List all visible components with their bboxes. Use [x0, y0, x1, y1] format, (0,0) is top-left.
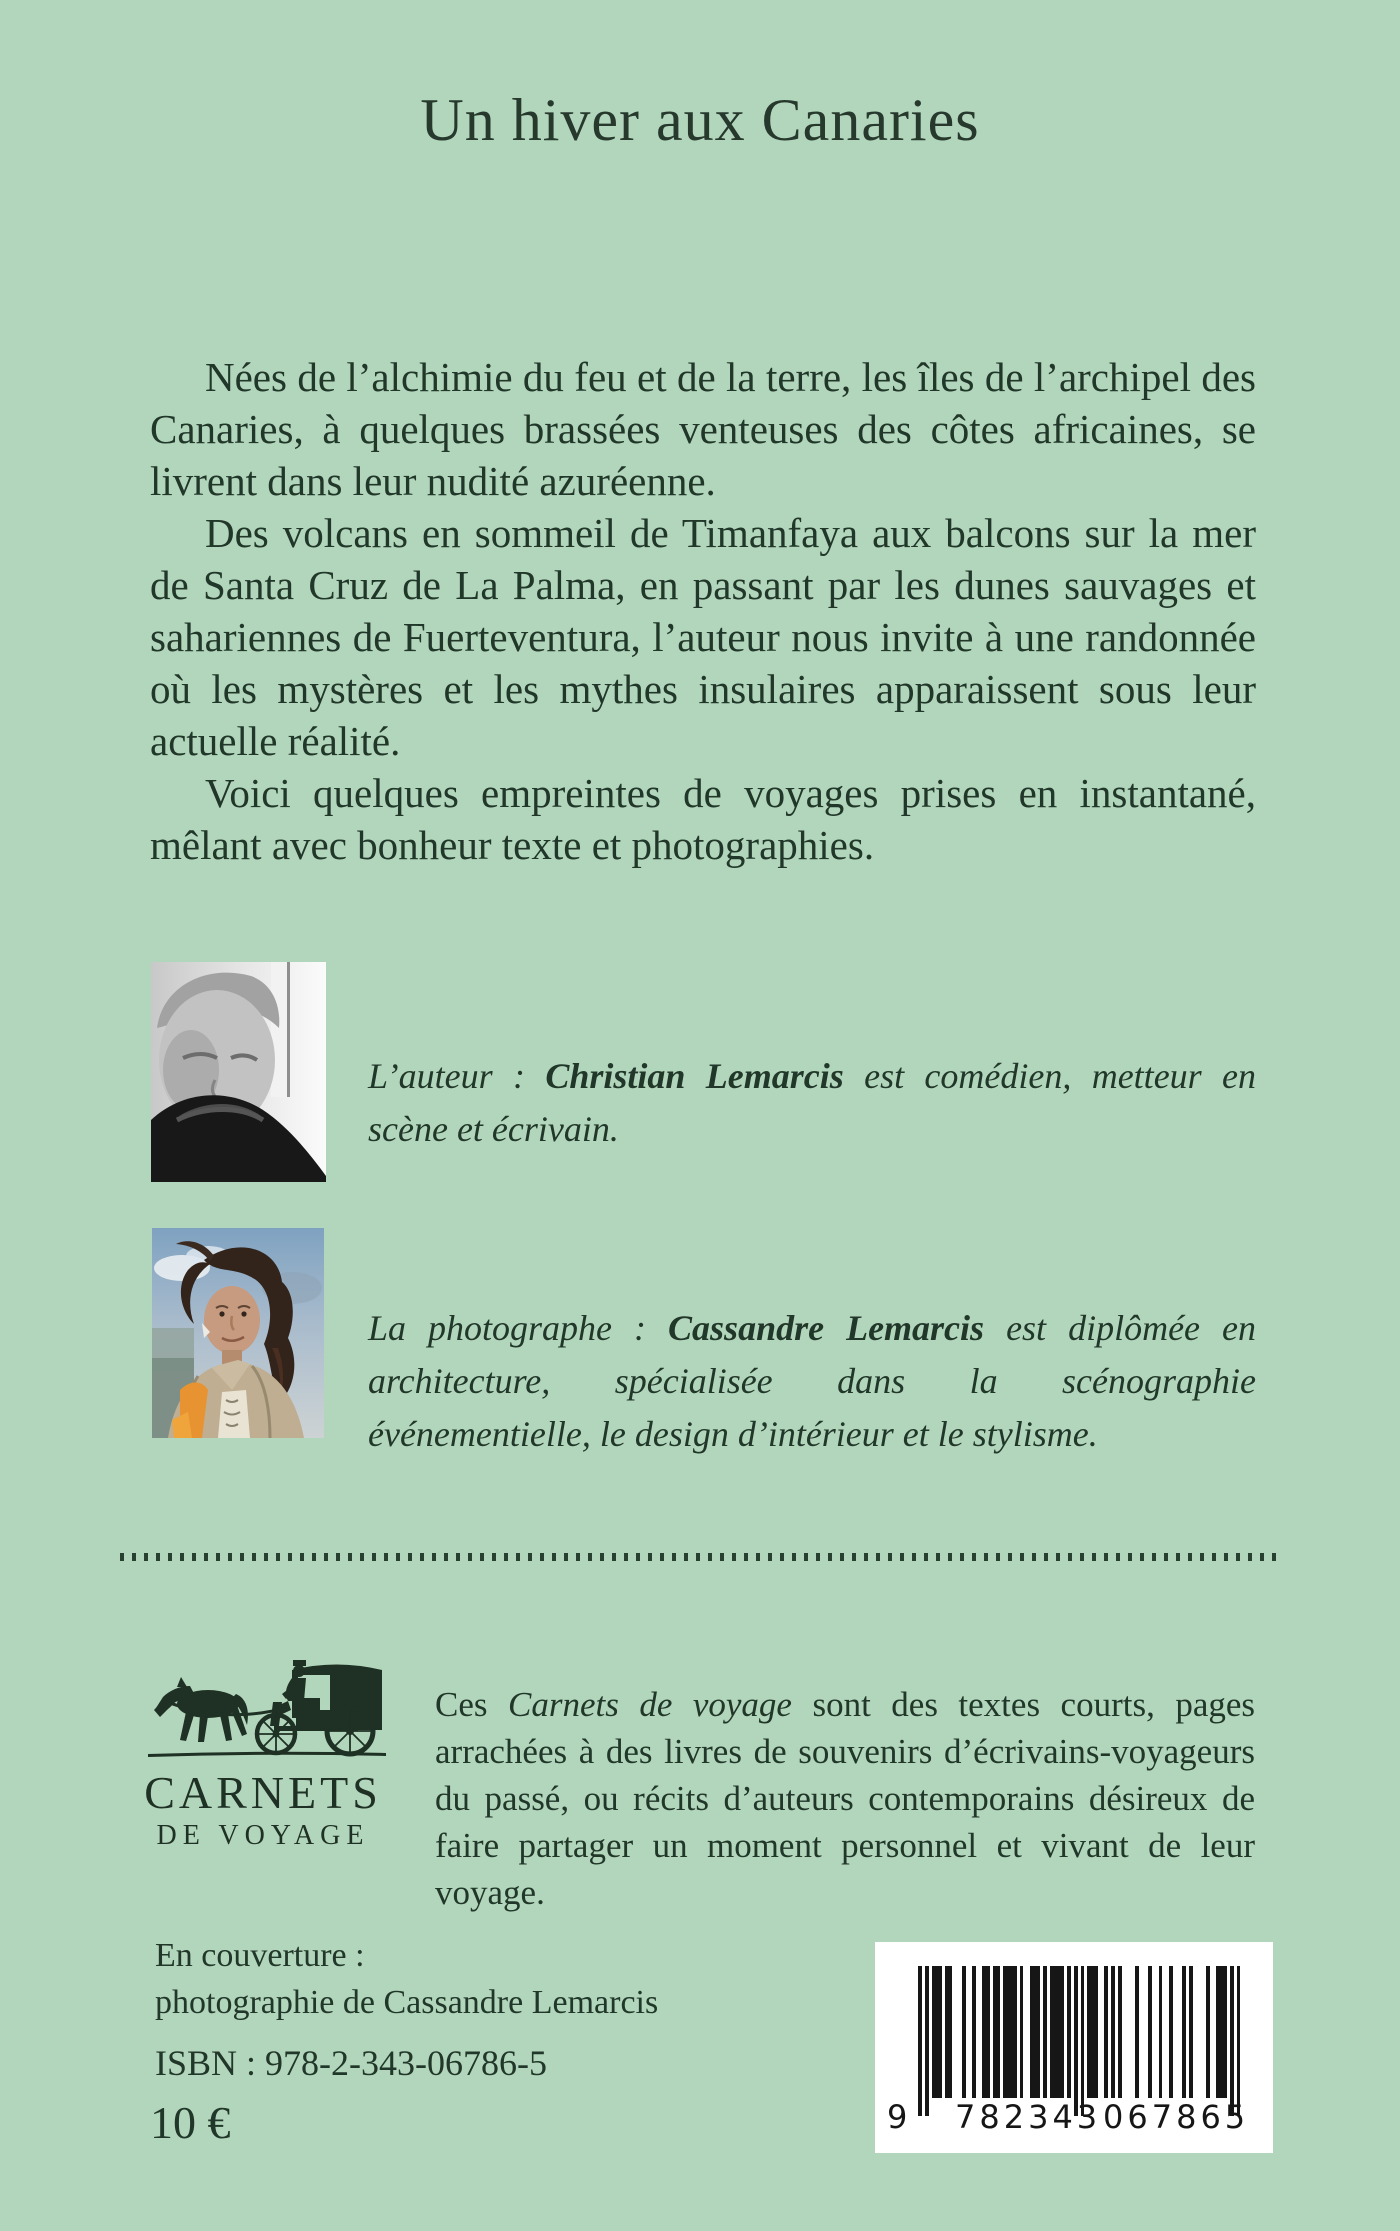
barcode-digit-first: 9 [887, 2098, 912, 2136]
synopsis-paragraph-1: Nées de l’alchimie du feu et de la terre, les îles de l’archipel des Canaries, à quelques brassées venteuses des côtes africaines, se livrent dans leur nudité azuréenne. [150, 354, 1256, 504]
barcode-bar [1230, 1966, 1234, 2116]
dotted-divider [120, 1553, 1278, 1561]
collection-name-italic: Carnets de voyage [508, 1685, 792, 1724]
author-name: Christian Lemarcis [545, 1056, 844, 1096]
photographer-bio-rest: est diplômée en architecture, spécialisée dans la scénographie événementielle, le design d’intérieur et le stylisme. [368, 1308, 1257, 1454]
barcode-bar [1081, 1966, 1085, 2116]
synopsis-paragraph-2: Des volcans en sommeil de Timanfaya aux balcons sur la mer de Santa Cruz de La Palma, en passant par les dunes sauvages et sahariennes de Fuerteventura, l’auteur nous invite à une randonnée où les mystères et les mythes insulaires apparaissent sous leur actuelle réalité. [150, 510, 1256, 764]
barcode-bar [925, 1966, 929, 2116]
book-title: Un hiver aux Canaries [420, 87, 980, 153]
synopsis [150, 351, 1256, 871]
barcode-bar [1169, 1966, 1173, 2098]
barcode-bar [1043, 1966, 1047, 2098]
horse-carriage-icon [146, 1646, 388, 1762]
barcode-bar [1013, 1966, 1017, 2098]
barcode-bar [938, 1966, 942, 2098]
barcode-bar [972, 1966, 976, 2098]
photographer-bio [368, 1302, 1256, 1461]
barcode-bar [962, 1966, 966, 2098]
barcode-bar [1135, 1966, 1139, 2098]
barcode [875, 1942, 1273, 2153]
photographer-label: La photographe : [368, 1308, 669, 1348]
barcode-bar [1206, 1966, 1210, 2098]
price: 10 € [150, 2097, 231, 2148]
barcode-bar [1074, 1966, 1078, 2116]
barcode-bar [918, 1966, 922, 2116]
barcode-bars [918, 1966, 1240, 2118]
collection-logo-name: CARNETS [144, 1767, 382, 1818]
collection-desc-rest: sont des textes courts, pages arrachées à des livres de souvenirs d’écrivains-voyageurs du passé, ou récits d’auteurs contemporains désireux de faire partager un moment personnel et vivant de leur voyage. [435, 1685, 1256, 1912]
barcode-bar [1111, 1966, 1115, 2098]
synopsis-paragraph-3: Voici quelques empreintes de voyages prises en instantané, mêlant avec bonheur texte et photographies. [150, 770, 1256, 868]
collection-desc-prefix: Ces [435, 1685, 508, 1724]
isbn: ISBN : 978-2-343-06786-5 [155, 2043, 547, 2083]
photographer-name: Cassandre Lemarcis [668, 1308, 985, 1348]
author-bio [368, 1050, 1256, 1156]
barcode-bar [1148, 1966, 1152, 2098]
barcode-bar [949, 1966, 953, 2098]
barcode-bar [1067, 1966, 1071, 2098]
cover-credit-line1: En couverture : [155, 1937, 365, 1974]
cover-credit-line2: photographie de Cassandre Lemarcis [155, 1984, 659, 2021]
author-label: L’auteur : [368, 1056, 546, 1096]
collection-description [435, 1681, 1255, 1916]
barcode-bar [1118, 1966, 1122, 2098]
barcode-bar [1223, 1966, 1227, 2098]
barcode-bar [1060, 1966, 1064, 2098]
barcode-digits-right: 067865 [1103, 2098, 1250, 2136]
barcode-bar [1094, 1966, 1098, 2098]
photographer-photo [152, 1228, 324, 1438]
barcode-bar [1020, 1966, 1024, 2098]
barcode-bar [1189, 1966, 1193, 2098]
barcode-bar [1159, 1966, 1163, 2098]
barcode-bar [1037, 1966, 1041, 2098]
barcode-bar [1104, 1966, 1108, 2098]
collection-logo-subname: DE VOYAGE [156, 1820, 370, 1851]
author-photo [151, 962, 326, 1182]
barcode-bar [1182, 1966, 1186, 2098]
barcode-bar [996, 1966, 1000, 2098]
barcode-bar [1237, 1966, 1241, 2116]
barcode-digits-left: 782343 [955, 2098, 1102, 2136]
author-bio-rest: est comédien, metteur en scène et écrivain. [368, 1056, 1256, 1149]
barcode-bar [986, 1966, 990, 2098]
cover-credit [155, 1932, 658, 2026]
